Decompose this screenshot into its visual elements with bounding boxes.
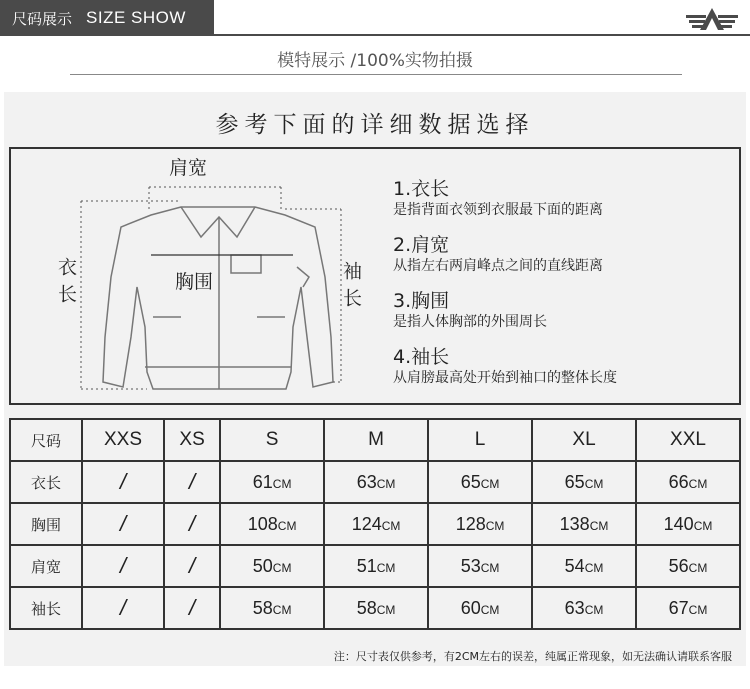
- label-chest: 胸围: [175, 271, 214, 293]
- row-label: 衣长: [10, 461, 82, 503]
- cell-value: 66: [668, 471, 689, 492]
- table-cell: [164, 461, 220, 503]
- table-cell: [82, 545, 164, 587]
- measurement-figure: [9, 147, 741, 405]
- header-cell-size: XL: [532, 419, 636, 461]
- cell-unit: CM: [485, 518, 505, 533]
- cell-value: 67: [668, 597, 689, 618]
- header-cell-size: XS: [164, 419, 220, 461]
- label-sleeve: 袖长: [340, 261, 362, 315]
- table-cell: [532, 461, 636, 503]
- value-na: /: [189, 595, 196, 620]
- size-table-body: [10, 419, 740, 629]
- definition-title: 4.袖长: [393, 346, 450, 368]
- header-cell-size: M: [324, 419, 428, 461]
- cell-unit: CM: [589, 518, 609, 533]
- header-bar: [0, 0, 750, 36]
- table-cell: [428, 503, 532, 545]
- header-cell-size: XXS: [82, 419, 164, 461]
- size-show-tab: [0, 0, 214, 36]
- cell-value: 63: [564, 597, 585, 618]
- cell-unit: CM: [376, 602, 396, 617]
- value-na: /: [119, 511, 127, 536]
- table-row: [10, 545, 740, 587]
- cell-value: 124: [351, 513, 382, 534]
- cell-value: 65: [460, 471, 481, 492]
- header-divider: [214, 34, 750, 36]
- cell-unit: CM: [272, 560, 292, 575]
- cell-value: 51: [356, 555, 377, 576]
- definition-item: [393, 289, 733, 331]
- table-cell: [532, 545, 636, 587]
- cell-value: 63: [356, 471, 377, 492]
- definition-desc: 是指背面衣领到衣服最下面的距离: [393, 202, 603, 218]
- cell-value: 140: [663, 513, 694, 534]
- definition-title: 2.肩宽: [393, 234, 450, 256]
- cell-value: 54: [564, 555, 585, 576]
- value-na: /: [189, 511, 196, 536]
- definition-item: [393, 177, 733, 219]
- row-label: 袖长: [10, 587, 82, 629]
- value-na: /: [189, 469, 196, 494]
- cell-unit: CM: [480, 602, 500, 617]
- cell-unit: CM: [272, 476, 292, 491]
- footnote: 注：尺寸表仅供参考，有2CM左右的误差，纯属正常现象，如无法确认请联系客服: [333, 650, 732, 663]
- cell-value: 65: [564, 471, 585, 492]
- table-cell: [532, 587, 636, 629]
- table-cell: [164, 545, 220, 587]
- table-header-row: [10, 419, 740, 461]
- cell-value: 128: [455, 513, 486, 534]
- cell-value: 60: [460, 597, 481, 618]
- cell-unit: CM: [376, 476, 396, 491]
- size-table: [9, 418, 741, 630]
- header-title-en: SIZE SHOW: [86, 8, 186, 27]
- cell-value: 53: [460, 555, 481, 576]
- definition-desc: 是指人体胸部的外围周长: [393, 314, 547, 330]
- table-cell: [324, 503, 428, 545]
- winged-a-logo-icon: [684, 6, 740, 32]
- table-row: [10, 503, 740, 545]
- row-label: 胸围: [10, 503, 82, 545]
- cell-unit: CM: [584, 560, 604, 575]
- table-cell: [324, 461, 428, 503]
- panel-title: 参考下面的详细数据选择: [215, 112, 535, 138]
- table-cell: [164, 503, 220, 545]
- table-row: [10, 461, 740, 503]
- header-title-cn: 尺码展示: [12, 9, 73, 28]
- cell-value: 58: [252, 597, 273, 618]
- cell-value: 108: [247, 513, 278, 534]
- label-shoulder: 肩宽: [169, 157, 208, 179]
- size-panel: [4, 92, 746, 666]
- row-label: 肩宽: [10, 545, 82, 587]
- table-cell: [636, 545, 740, 587]
- cell-unit: CM: [688, 560, 708, 575]
- table-cell: [428, 587, 532, 629]
- cell-unit: CM: [688, 602, 708, 617]
- subtitle-divider: [70, 74, 682, 75]
- cell-value: 61: [252, 471, 273, 492]
- cell-unit: CM: [480, 560, 500, 575]
- definition-title: 1.衣长: [393, 178, 450, 200]
- cell-unit: CM: [693, 518, 713, 533]
- header-cell-size: S: [220, 419, 324, 461]
- cell-value: 138: [559, 513, 590, 534]
- cell-unit: CM: [376, 560, 396, 575]
- table-cell: [636, 461, 740, 503]
- table-cell: [220, 587, 324, 629]
- table-cell: [220, 461, 324, 503]
- cell-value: 56: [668, 555, 689, 576]
- cell-unit: CM: [277, 518, 297, 533]
- definition-title: 3.胸围: [393, 290, 450, 312]
- value-na: /: [119, 595, 127, 620]
- table-cell: [636, 503, 740, 545]
- table-cell: [324, 587, 428, 629]
- measurement-definitions: [393, 177, 733, 401]
- definition-desc: 从肩膀最高处开始到袖口的整体长度: [393, 370, 617, 386]
- cell-value: 50: [252, 555, 273, 576]
- cell-unit: CM: [272, 602, 292, 617]
- value-na: /: [119, 553, 127, 578]
- table-cell: [324, 545, 428, 587]
- table-cell: [82, 587, 164, 629]
- definition-desc: 从指左右两肩峰点之间的直线距离: [393, 258, 603, 274]
- cell-unit: CM: [480, 476, 500, 491]
- cell-unit: CM: [584, 476, 604, 491]
- table-row: [10, 587, 740, 629]
- table-cell: [428, 545, 532, 587]
- definition-item: [393, 345, 733, 387]
- cell-unit: CM: [381, 518, 401, 533]
- cell-unit: CM: [584, 602, 604, 617]
- table-cell: [532, 503, 636, 545]
- header-cell-size-label: 尺码: [10, 419, 82, 461]
- table-cell: [428, 461, 532, 503]
- header-cell-size: L: [428, 419, 532, 461]
- cell-value: 58: [356, 597, 377, 618]
- cell-unit: CM: [688, 476, 708, 491]
- label-length: 衣长: [55, 257, 77, 311]
- page-subtitle: 模特展示 /100%实物拍摄: [277, 51, 473, 71]
- table-cell: [220, 503, 324, 545]
- header-cell-size: XXL: [636, 419, 740, 461]
- table-cell: [82, 461, 164, 503]
- table-cell: [220, 545, 324, 587]
- table-cell: [636, 587, 740, 629]
- table-cell: [164, 587, 220, 629]
- value-na: /: [119, 469, 127, 494]
- definition-item: [393, 233, 733, 275]
- value-na: /: [189, 553, 196, 578]
- table-cell: [82, 503, 164, 545]
